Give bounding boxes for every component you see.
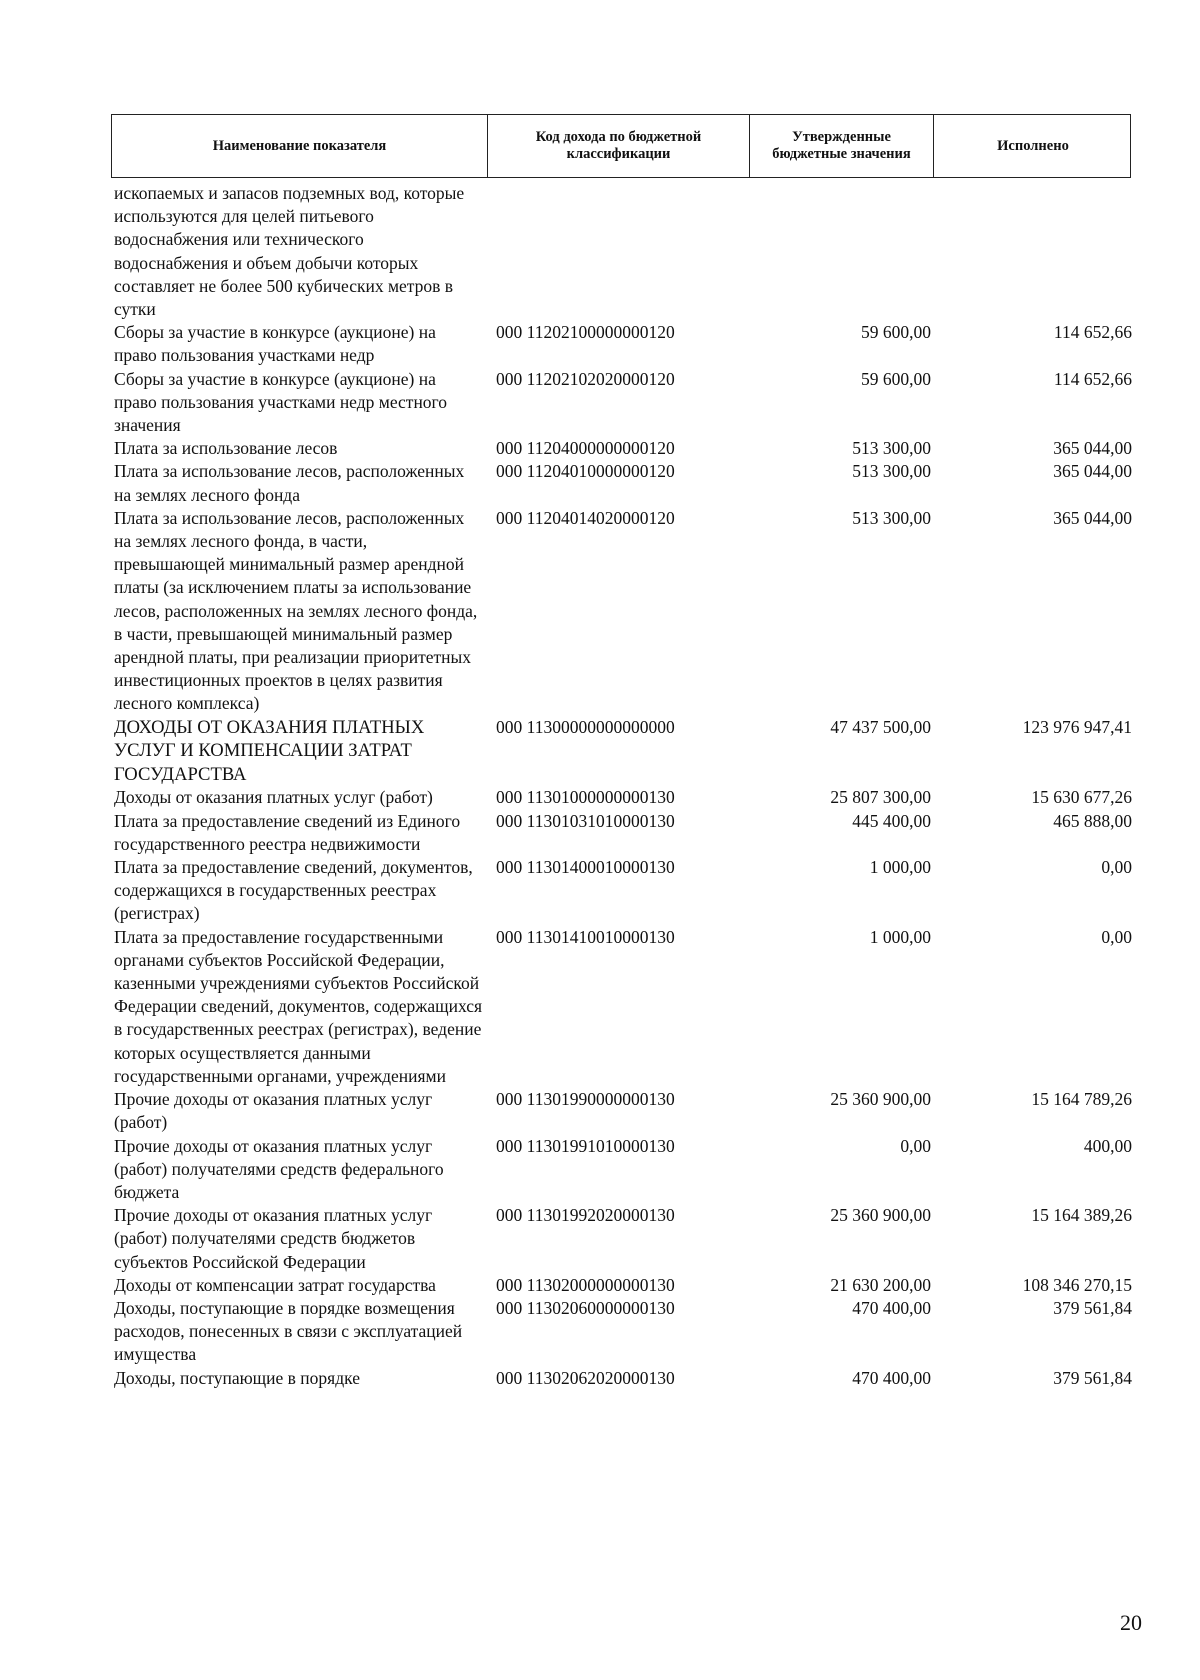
table-row bbox=[112, 507, 1132, 716]
row-executed-cell: 379 561,84 bbox=[1053, 1297, 1132, 1318]
row-executed-cell: 400,00 bbox=[1083, 1135, 1132, 1156]
row-name-cell: ископаемых и запасов подземных вод, которые используются для целей питьевого водоснабжения или технического водоснабжения и объем добычи которых составляет не более 500 кубических метров в сутки bbox=[114, 183, 465, 320]
row-executed-cell: 0,00 bbox=[1101, 926, 1132, 947]
row-code-cell: 000 11301992020000130 bbox=[496, 1205, 675, 1226]
row-approved-cell: 513 300,00 bbox=[852, 461, 931, 482]
row-executed-cell: 114 652,66 bbox=[1053, 368, 1132, 389]
row-code-cell: 000 11302060000000130 bbox=[496, 1297, 675, 1318]
row-executed-cell: 114 652,66 bbox=[1053, 322, 1132, 343]
row-code-cell: 000 11301400010000130 bbox=[496, 857, 675, 878]
row-name-cell: Плата за использование лесов, расположенных на землях лесного фонда, в части, превышающей минимальный размер арендной платы (за исключением платы за использование лесов, расположенных на землях лесного фонда, в части, превышающей минимальный размер арендной платы, при реализации приоритетных инвестиционных проектов в целях развития лесного комплекса) bbox=[114, 507, 478, 714]
table-row bbox=[112, 1135, 1132, 1205]
row-approved-cell bbox=[750, 182, 933, 321]
table-row bbox=[112, 856, 1132, 926]
row-approved-cell: 1 000,00 bbox=[869, 857, 931, 878]
row-code-cell: 000 11301000000000130 bbox=[496, 787, 675, 808]
row-name-cell: Доходы от компенсации затрат государства bbox=[114, 1274, 436, 1295]
row-name-cell: Плата за предоставление государственными органами субъектов Российской Федерации, казенными учреждениями субъектов Российской Федерации сведений, документов, содержащихся в государственных реестрах (регистрах), ведение которых осуществляется данными государственными органами, учреждениями bbox=[114, 926, 483, 1086]
row-name-cell: Прочие доходы от оказания платных услуг (работ) bbox=[114, 1089, 433, 1133]
row-name-cell: Сборы за участие в конкурсе (аукционе) на право пользования участками недр местного значения bbox=[114, 368, 448, 436]
row-name-cell: Плата за использование лесов bbox=[114, 438, 338, 459]
row-executed-cell: 465 888,00 bbox=[1053, 810, 1132, 831]
header-code-column: Код дохода по бюджетной классификации bbox=[488, 115, 750, 177]
row-code-cell: 000 11204010000000120 bbox=[496, 461, 675, 482]
row-approved-cell: 470 400,00 bbox=[852, 1297, 931, 1318]
row-name-cell: Прочие доходы от оказания платных услуг (работ) получателями средств федерального бюджета bbox=[114, 1135, 444, 1202]
table-row bbox=[112, 321, 1132, 367]
header-executed-column: Исполнено bbox=[997, 137, 1069, 154]
row-executed-cell: 123 976 947,41 bbox=[1022, 716, 1132, 737]
header-approved-column: Утвержденные бюджетные значения bbox=[750, 115, 934, 177]
table-row bbox=[112, 1088, 1132, 1134]
row-name-cell: Сборы за участие в конкурсе (аукционе) на право пользования участками недр bbox=[114, 322, 436, 366]
row-code-cell: 000 11301990000000130 bbox=[496, 1089, 675, 1110]
table-row bbox=[112, 926, 1132, 1088]
row-approved-cell: 59 600,00 bbox=[861, 368, 931, 389]
table-header bbox=[111, 114, 1131, 178]
row-executed-cell: 365 044,00 bbox=[1053, 461, 1132, 482]
row-code-cell: 000 11302000000000130 bbox=[496, 1274, 675, 1295]
table-row bbox=[112, 1297, 1132, 1367]
row-name-cell: ДОХОДЫ ОТ ОКАЗАНИЯ ПЛАТНЫХ УСЛУГ И КОМПЕНСАЦИИ ЗАТРАТ ГОСУДАРСТВА bbox=[114, 716, 425, 785]
row-name-cell: Плата за использование лесов, расположенных на землях лесного фонда bbox=[114, 461, 465, 505]
row-approved-cell: 513 300,00 bbox=[852, 507, 931, 528]
row-executed-cell: 0,00 bbox=[1101, 857, 1132, 878]
row-name-cell: Доходы, поступающие в порядке возмещения расходов, понесенных в связи с эксплуатацией имущества bbox=[114, 1297, 463, 1365]
row-executed-cell: 15 164 389,26 bbox=[1031, 1205, 1132, 1226]
row-name-cell: Доходы от оказания платных услуг (работ) bbox=[114, 787, 433, 808]
header-name-column: Наименование показателя bbox=[112, 115, 488, 177]
row-code-cell: 000 11204014020000120 bbox=[496, 507, 675, 528]
row-approved-cell: 0,00 bbox=[900, 1135, 931, 1156]
row-executed-cell: 365 044,00 bbox=[1053, 438, 1132, 459]
row-approved-cell: 47 437 500,00 bbox=[830, 716, 931, 737]
table-row bbox=[112, 182, 1132, 321]
row-approved-cell: 445 400,00 bbox=[852, 810, 931, 831]
row-approved-cell: 25 360 900,00 bbox=[830, 1089, 931, 1110]
row-approved-cell: 25 360 900,00 bbox=[830, 1205, 931, 1226]
table-row bbox=[112, 716, 1132, 787]
table-row bbox=[112, 1204, 1132, 1274]
row-name-cell: Прочие доходы от оказания платных услуг (работ) получателями средств бюджетов субъектов Российской Федерации bbox=[114, 1205, 433, 1272]
table-body bbox=[112, 182, 1132, 1390]
row-executed-cell bbox=[933, 182, 1132, 321]
row-code-cell: 000 11202100000000120 bbox=[496, 322, 675, 343]
row-code-cell: 000 11301410010000130 bbox=[496, 926, 675, 947]
table-row bbox=[112, 810, 1132, 856]
row-code-cell bbox=[488, 182, 750, 321]
row-approved-cell: 1 000,00 bbox=[869, 926, 931, 947]
row-approved-cell: 25 807 300,00 bbox=[830, 787, 931, 808]
row-executed-cell: 15 164 789,26 bbox=[1031, 1089, 1132, 1110]
row-approved-cell: 59 600,00 bbox=[861, 322, 931, 343]
row-approved-cell: 470 400,00 bbox=[852, 1367, 931, 1388]
page-number: 20 bbox=[1120, 1610, 1142, 1635]
table-row bbox=[112, 368, 1132, 438]
row-code-cell: 000 11302062020000130 bbox=[496, 1367, 675, 1388]
row-name-cell: Доходы, поступающие в порядке bbox=[114, 1367, 360, 1388]
table-row bbox=[112, 1274, 1132, 1297]
row-code-cell: 000 11301031010000130 bbox=[496, 810, 675, 831]
table-row bbox=[112, 437, 1132, 460]
row-code-cell: 000 11300000000000000 bbox=[496, 716, 675, 737]
row-executed-cell: 108 346 270,15 bbox=[1022, 1274, 1132, 1295]
table-row bbox=[112, 460, 1132, 506]
row-approved-cell: 21 630 200,00 bbox=[830, 1274, 931, 1295]
row-name-cell: Плата за предоставление сведений, документов, содержащихся в государственных реестрах (регистрах) bbox=[114, 857, 473, 924]
row-executed-cell: 379 561,84 bbox=[1053, 1367, 1132, 1388]
row-name-cell: Плата за предоставление сведений из Единого государственного реестра недвижимости bbox=[114, 810, 461, 854]
row-approved-cell: 513 300,00 bbox=[852, 438, 931, 459]
row-executed-cell: 15 630 677,26 bbox=[1031, 787, 1132, 808]
table-row bbox=[112, 1367, 1132, 1390]
row-code-cell: 000 11204000000000120 bbox=[496, 438, 675, 459]
row-code-cell: 000 11202102020000120 bbox=[496, 368, 675, 389]
row-code-cell: 000 11301991010000130 bbox=[496, 1135, 675, 1156]
row-executed-cell: 365 044,00 bbox=[1053, 507, 1132, 528]
table-row bbox=[112, 786, 1132, 809]
